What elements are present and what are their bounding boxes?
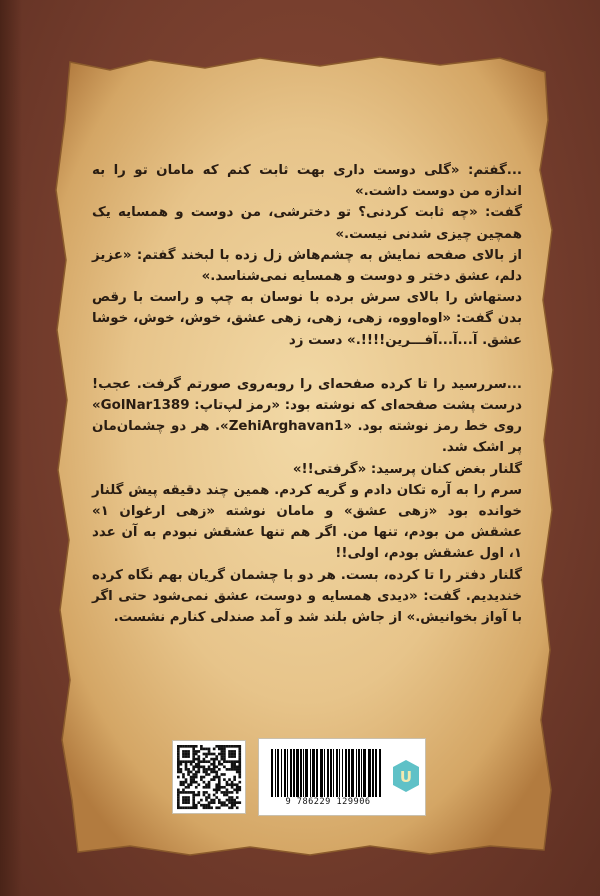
- excerpt-paragraph: ...سررسید را تا کرده صفحه‌ای را روبه‌روی صورتم گرفت. عجب! درست پشت صفحه‌ای که نوشته بود: «رمز لپ‌تاپ: GolNar1389» روی خط رمز نوشته بود. «ZehiArghavan1». هر دو چشمان‌مان پر اشک شد.: [92, 376, 522, 456]
- excerpt-paragraph: گلنار دفتر را تا کرده، بست. هر دو با چشمان گریان بهم نگاه کرده خندیدیم. گفت: «دیدی همسایه و دوست، عشق نمی‌شود حتی اگر با آواز بخوانیش.» از جاش بلند شد و آمد صندلی کنارم نشست.: [92, 567, 522, 626]
- excerpt-paragraph: ...گفتم: «گلی دوست داری بهت ثابت کنم که مامان تو را به اندازه من دوست داشت.»: [92, 163, 522, 200]
- qr-code-icon: [172, 740, 246, 814]
- publisher-logo-icon: [391, 759, 421, 793]
- isbn-number: 9 786229 129906: [285, 797, 371, 807]
- isbn-barcode: [258, 738, 426, 816]
- section-gap: [92, 351, 522, 374]
- excerpt-paragraph: گلنار بغض کنان پرسید: «گرفتی!!»: [292, 461, 522, 477]
- excerpt-paragraph: سرم را به آره تکان دادم و گریه کردم. همین چند دقیقه پیش گلنار خوانده بود «زهی عشق» و مامان نوشته «زهی ارغوان ۱» عشقش من بودم، تنها من. اگر هم تنها عشقش نبودم به آن عدد ۱، اول عشقش بودم، اولی!!: [92, 482, 522, 562]
- barcode-icon: [269, 749, 385, 797]
- excerpt-text: [92, 160, 522, 628]
- publisher-logo-letter: U: [399, 768, 413, 786]
- excerpt-paragraph: از بالای صفحه نمایش به چشم‌هاش زل زده با لبخند گفتم: «عزیز دلم، عشق دختر و دوست و همسایه نمی‌شناسد.»: [92, 247, 522, 285]
- excerpt-paragraph: دستهاش را بالای سرش برده با نوسان به چپ و راست با رقص بدن گفت: «اوه‌اووه، زهی، زهی، زهی عشق، خوش، خوش، خوشا عشق. آ...آ...آفـــرین!!!!.» دست زد: [92, 290, 522, 348]
- excerpt-paragraph: گفت: «چه ثابت کردنی؟ تو دخترشی، من دوست و همسایه یک همچین چیزی شدنی نیست.»: [92, 205, 522, 242]
